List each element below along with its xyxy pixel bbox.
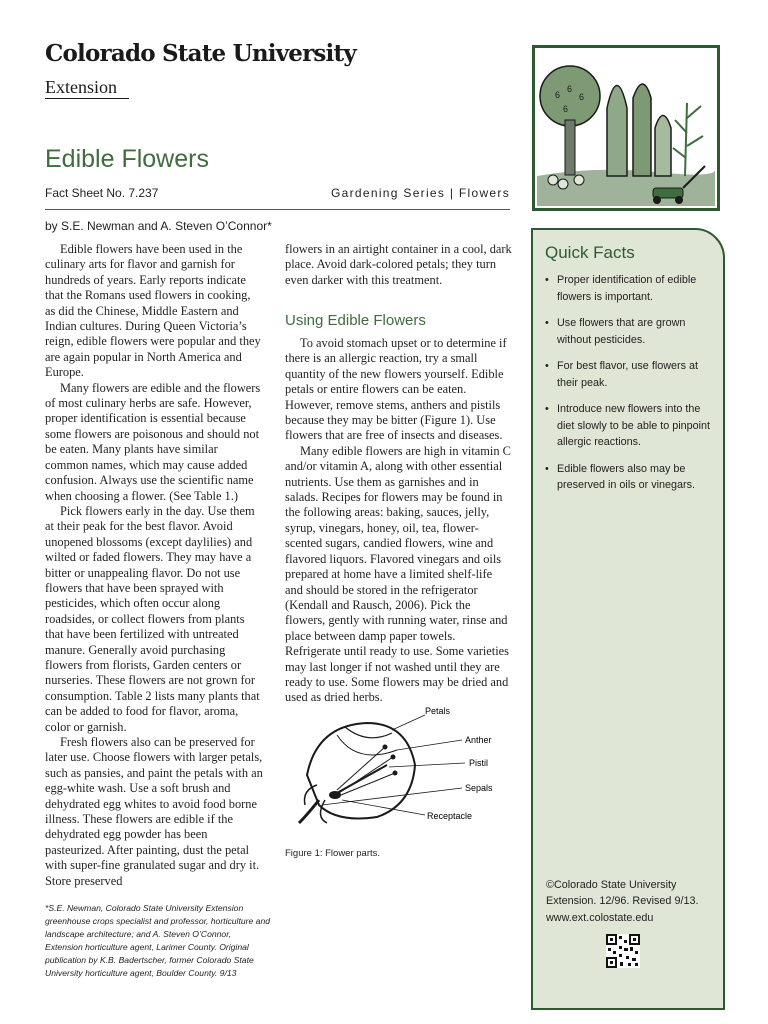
bullet-icon: • [545, 317, 549, 329]
extension-wordmark: Extension [45, 77, 117, 97]
paragraph: Many edible flowers are high in vitamin C and/or vitamin A, along with other essential nutrients. Use them as garnishes and in salads. Recipes for flowers may be found in the following areas: baking, sauces, jelly, syrup, vinegars, honey, oil, tea, flower-scented sugars, candied flowers, wine and flavored liquors. Flavored vinegars and oils prepared at home have a limited shelf-life and should be stored in the refrigerator (Kendall and Rausch, 2006). Pick the flowers, gently with running water, rinse and place between damp paper towels. Refrigerate until ready to use. Some varieties may last longer if not washed until they are ready to use. Some flowers may be dried and used as dried herbs. [285, 443, 511, 705]
flower-parts-figure [297, 705, 512, 830]
quick-fact-text: For best flavor, use flowers at their peak. [557, 360, 699, 389]
paragraph: Edible flowers have been used in the culinary arts for flavor and garnish for hundreds of years. Early reports indicate that the Romans used flowers in cooking, as did the Chinese, Middle Eastern and Indian cultures. During Queen Victoria’s reign, edible flowers were popular and they are again popular in North America and Europe. [45, 242, 261, 380]
extension-url-link[interactable]: www.ext.colostate.edu [546, 912, 654, 924]
quick-facts-title: Quick Facts [545, 243, 635, 262]
body-column-right-top [285, 242, 513, 288]
paragraph: Fresh flowers also can be preserved for later use. Choose flowers with larger petals, such as pansies, and paint the petals with an egg-white wash. Use a soft brush and dehydrated egg whites to avoid food borne illness. These flowers are edible if the dehydrated egg powder has been pasteurized. After painting, dust the petal with super-fine granulated sugar and dry it. Store preserved [45, 735, 263, 888]
label-anther: Anther [465, 735, 492, 745]
paragraph: flowers in an airtight container in a cool, dark place. Avoid dark-colored petals; they turn even darker with this treatment. [285, 242, 512, 287]
bullet-icon: • [545, 360, 549, 372]
quick-fact-item [540, 272, 715, 305]
paragraph: Many flowers are edible and the flowers of most culinary herbs are safe. However, proper identification is essential because some flowers are poisonous and should not be eaten. Many plants have similar common names, which may cause added confusion. Always use the scientific name when choosing a flower. (See Table 1.) [45, 380, 261, 503]
quick-fact-text: Edible flowers also may be preserved in oils or vinegars. [557, 462, 696, 491]
quick-fact-item [540, 461, 715, 494]
svg-text:6: 6 [567, 84, 573, 94]
quick-fact-item [540, 315, 715, 348]
fact-sheet-number: Fact Sheet No. 7.237 [45, 186, 159, 200]
university-wordmark: Colorado State University [45, 40, 356, 67]
label-sepals: Sepals [465, 783, 493, 793]
byline: by S.E. Newman and A. Steven O’Connor* [45, 219, 272, 233]
svg-text:6: 6 [563, 104, 569, 114]
quick-fact-text: Proper identification of edible flowers is important. [557, 274, 697, 303]
body-column-right [285, 336, 513, 706]
section-heading: Using Edible Flowers [285, 312, 426, 329]
copyright-notice: ©Colorado State University Extension. 12/96. Revised 9/13. [546, 879, 699, 907]
quick-fact-text: Use flowers that are grown without pesticides. [557, 317, 686, 346]
svg-text:6: 6 [555, 90, 561, 100]
title-divider [45, 209, 510, 210]
quick-fact-text: Introduce new flowers into the diet slowly to be able to pinpoint allergic reactions. [557, 403, 711, 448]
paragraph: To avoid stomach upset or to determine if there is an allergic reaction, try a small quantity of the new flowers yourself. Edible petals or entire flowers can be eaten. However, remove stems, anthers and pistils because they may be bitter (Figure 1). Use flowers that are free of insects and diseases. [285, 336, 507, 443]
page-title: Edible Flowers [45, 145, 209, 173]
bullet-icon: • [545, 274, 549, 286]
author-footnote: *S.E. Newman, Colorado State University Extension greenhouse crops specialist and professor, horticulture and landscape architecture; and A. Steven O’Connor, Extension horticulture agent, Larimer County. Original publication by K.B. Badertscher, former Colorado State University horticulture agent, Boulder County. 9/13 [45, 903, 271, 978]
label-petals: Petals [425, 706, 451, 716]
qr-code-icon[interactable] [606, 934, 640, 968]
paragraph: Pick flowers early in the day. Use them at their peak for the best flavor. Avoid unopened blossoms (except daylilies) and wilted or faded flowers. They may have a bitter or unappealing flavor. Do not use flowers that have been sprayed with pesticides, which often occur along roadsides, or collect flowers from plants that have been fertilized with untreated manure. Generally avoid purchasing flowers from florists, Garden centers or nurseries. These flowers are not grown for consumption. Table 2 lists many plants that can be added to food for flavor, aroma, color or garnish. [45, 503, 260, 734]
bullet-icon: • [545, 403, 549, 415]
label-receptacle: Receptacle [427, 811, 473, 821]
wordmark-underline [45, 98, 129, 99]
quick-fact-item [540, 401, 715, 451]
quick-fact-item [540, 358, 715, 391]
garden-illustration [532, 45, 720, 211]
series-label: Gardening Series | Flowers [331, 186, 510, 200]
quick-facts-list [540, 272, 715, 504]
figure-caption: Figure 1: Flower parts. [285, 848, 381, 859]
bullet-icon: • [545, 462, 549, 475]
svg-text:6: 6 [579, 92, 585, 102]
body-column-left [45, 242, 263, 889]
label-pistil: Pistil [469, 758, 489, 768]
